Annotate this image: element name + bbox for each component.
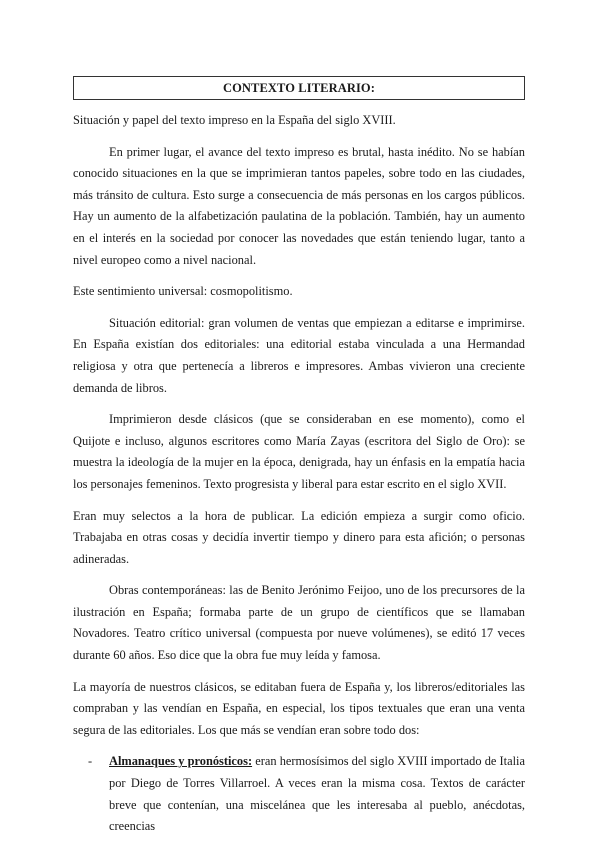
list-item-text: eran hermosísimos del siglo XVIII importado de Italia por Diego de Torres Villarroel. A veces eran la misma cosa. Textos de carácter breve que contenían, una miscelánea que les interesaba al pueblo, anécdotas, creencias (109, 754, 525, 834)
list-item (73, 751, 525, 837)
section-title-box (73, 76, 525, 100)
paragraph-publishing: Eran muy selectos a la hora de publicar. La edición empieza a surgir como oficio. Trabajaba en otras cosas y decidía invertir tiempo y dinero para esta afición; o personas adineradas. (73, 508, 525, 566)
paragraph-classics: Imprimieron desde clásicos (que se consideraban en ese momento), como el Quijote e incluso, algunos escritores como María Zayas (escritora del Siglo de Oro): se muestra la ideología de la mujer en la época, denigrada, hay un énfasis en la empatía hacia los personajes femeninos. Texto progresista y liberal para estar escrito en el siglo XVII. (73, 412, 525, 491)
list-item-term: Almanaques y pronósticos: (109, 754, 253, 769)
paragraph-editorial-situation: Situación editorial: gran volumen de ventas que empiezan a editarse e imprimirse. En España existían dos editoriales: una editorial estaba vinculada a una Hermandad religiosa y otra que pertenecía a libreros e impresores. Ambas vivieron una creciente demanda de libros. (73, 315, 525, 395)
document-body (73, 110, 525, 838)
paragraph-intro: Situación y papel del texto impreso en la España del siglo XVIII. (73, 113, 396, 127)
bullet-list (73, 751, 525, 837)
paragraph-classics-abroad: La mayoría de nuestros clásicos, se editaban fuera de España y, los libreros/editoriales las compraban y las vendían en España, en especial, los tipos textuales que eran una venta segura de las editoriales. Los que más se vendían eran sobre todo dos: (73, 679, 525, 737)
section-title: CONTEXTO LITERARIO: (222, 80, 376, 95)
paragraph-cosmopolitanism: Este sentimiento universal: cosmopolitismo. (73, 284, 293, 299)
paragraph-printing-advance: En primer lugar, el avance del texto impreso es brutal, hasta inédito. No se habían conocido situaciones en la que se imprimieran tantos papeles, sobre todo en las ciudades, más tránsito de cultura. Esto surge a consecuencia de más personas en los cargos públicos. Hay un aumento de la alfabetización paulatina de la población. También, hay un aumento en el interés en la sociedad por conocer las novedades que están teniendo lugar, tanto a nivel europeo como a nivel nacional. (73, 144, 525, 267)
list-bullet: - (88, 754, 93, 769)
paragraph-contemporary-works: Obras contemporáneas: las de Benito Jerónimo Feijoo, uno de los precursores de la ilustración en España; formaba parte de un grupo de científicos que se llamaban Novadores. Teatro crítico universal (compuesta por nueve volúmenes), se editó 17 veces durante 60 años. Eso dice que la obra fue muy leída y famosa. (73, 583, 525, 663)
